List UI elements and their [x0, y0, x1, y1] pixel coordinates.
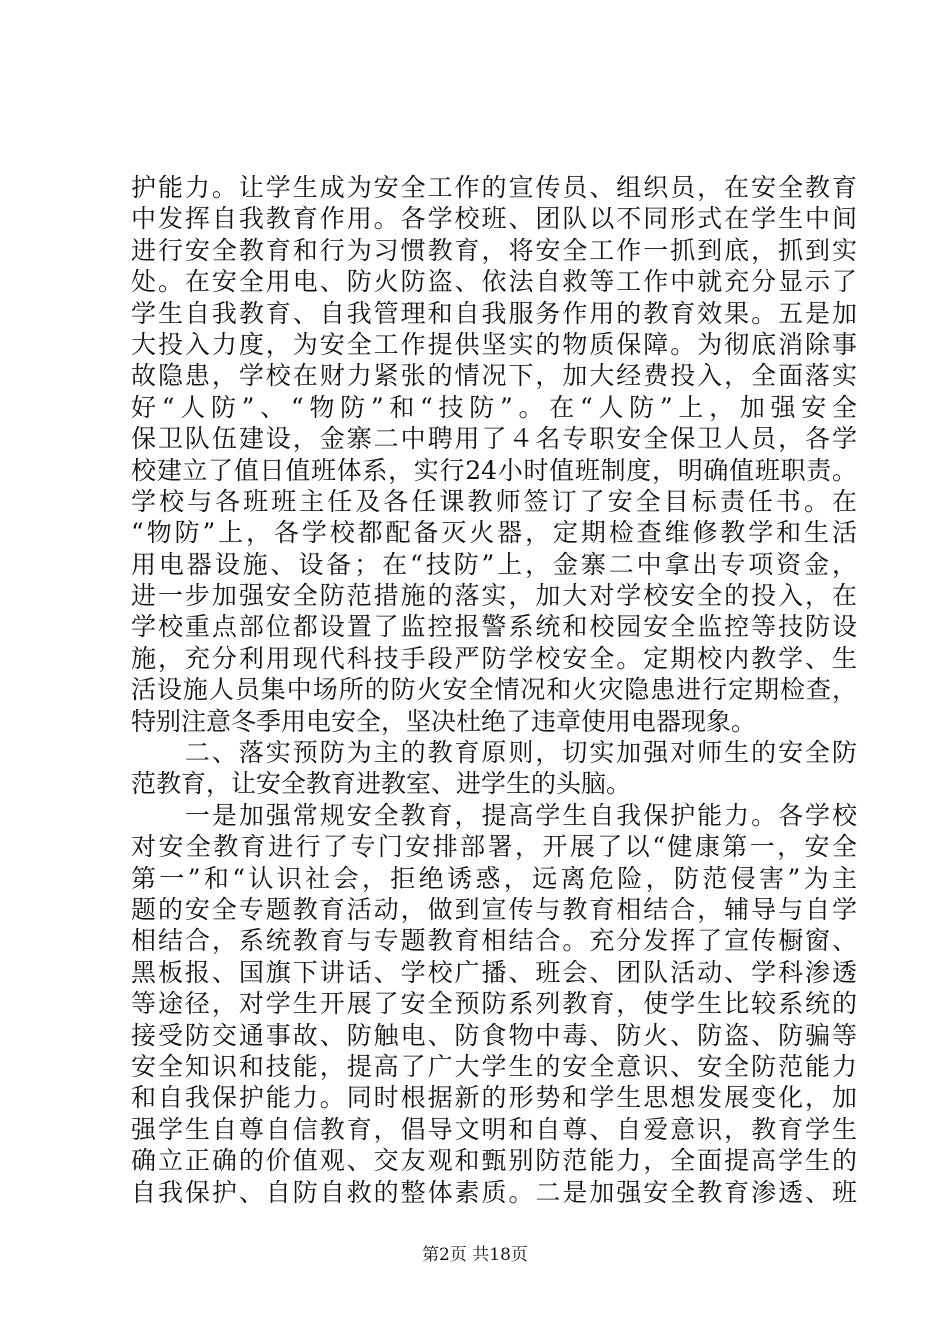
text-line: 相结合，系统教育与专题教育相结合。充分发挥了宣传橱窗、	[131, 926, 857, 956]
page-footer: 第2页 共18页	[422, 1245, 528, 1265]
text-line: 二、落实预防为主的教育原则，切实加强对师生的安全防	[131, 738, 857, 768]
text-line: 第一”和“认识社会，拒绝诱惑，远离危险，防范侵害”为主	[131, 863, 857, 893]
text-line: 校建立了值日值班体系，实行24小时值班制度，明确值班职责。	[131, 455, 857, 485]
text-line: 处。在安全用电、防火防盗、依法自救等工作中就充分显示了	[131, 267, 857, 297]
body-text	[131, 172, 857, 1208]
text-line: 接受防交通事故、防触电、防食物中毒、防火、防盗、防骗等	[131, 1020, 857, 1050]
text-line: “物防”上，各学校都配备灭火器，定期检查维修教学和生活	[131, 518, 857, 548]
text-line: 特别注意冬季用电安全，坚决杜绝了违章使用电器现象。	[131, 706, 757, 736]
text-line: 和自我保护能力。同时根据新的形势和学生思想发展变化，加	[131, 1083, 857, 1113]
text-line: 确立正确的价值观、交友观和甄别防范能力，全面提高学生的	[131, 1146, 857, 1176]
text-line: 一是加强常规安全教育，提高学生自我保护能力。各学校	[131, 800, 857, 830]
text-line: 用电器设施、设备；在“技防”上，金寨二中拿出专项资金，	[131, 549, 857, 579]
text-line: 保卫队伍建设，金寨二中聘用了４名专职安全保卫人员，各学	[131, 424, 857, 454]
text-line: 中发挥自我教育作用。各学校班、团队以不同形式在学生中间	[131, 204, 857, 234]
text-line: 范教育，让安全教育进教室、进学生的头脑。	[131, 769, 632, 799]
text-line: 自我保护、自防自救的整体素质。二是加强安全教育渗透、班	[131, 1177, 857, 1207]
text-line: 施，充分利用现代科技手段严防学校安全。定期校内教学、生	[131, 643, 857, 673]
text-line: 好“人防”、“物防”和“技防”。在“人防”上，加强安全	[131, 392, 857, 422]
text-line: 进一步加强安全防范措施的落实，加大对学校安全的投入，在	[131, 581, 857, 611]
text-line: 等途径，对学生开展了安全预防系列教育，使学生比较系统的	[131, 989, 857, 1019]
text-line: 进行安全教育和行为习惯教育，将安全工作一抓到底，抓到实	[131, 235, 857, 265]
text-line: 强学生自尊自信教育，倡导文明和自尊、自爱意识，教育学生	[131, 1114, 857, 1144]
text-line: 大投入力度，为安全工作提供坚实的物质保障。为彻底消除事	[131, 329, 857, 359]
text-line: 学生自我教育、自我管理和自我服务作用的教育效果。五是加	[131, 298, 857, 328]
text-line: 对安全教育进行了专门安排部署，开展了以“健康第一，安全	[131, 832, 857, 862]
text-line: 学校与各班班主任及各任课教师签订了安全目标责任书。在	[131, 486, 857, 516]
text-line: 故隐患，学校在财力紧张的情况下，加大经费投入，全面落实	[131, 361, 857, 391]
text-line: 活设施人员集中场所的防火安全情况和火灾隐患进行定期检查，	[131, 675, 857, 705]
text-line: 学校重点部位都设置了监控报警系统和校园安全监控等技防设	[131, 612, 857, 642]
text-line: 安全知识和技能，提高了广大学生的安全意识、安全防范能力	[131, 1051, 857, 1081]
text-line: 黑板报、国旗下讲话、学校广播、班会、团队活动、学科渗透	[131, 957, 857, 987]
text-line: 护能力。让学生成为安全工作的宣传员、组织员，在安全教育	[131, 173, 857, 202]
text-line: 题的安全专题教育活动，做到宣传与教育相结合，辅导与自学	[131, 894, 857, 924]
